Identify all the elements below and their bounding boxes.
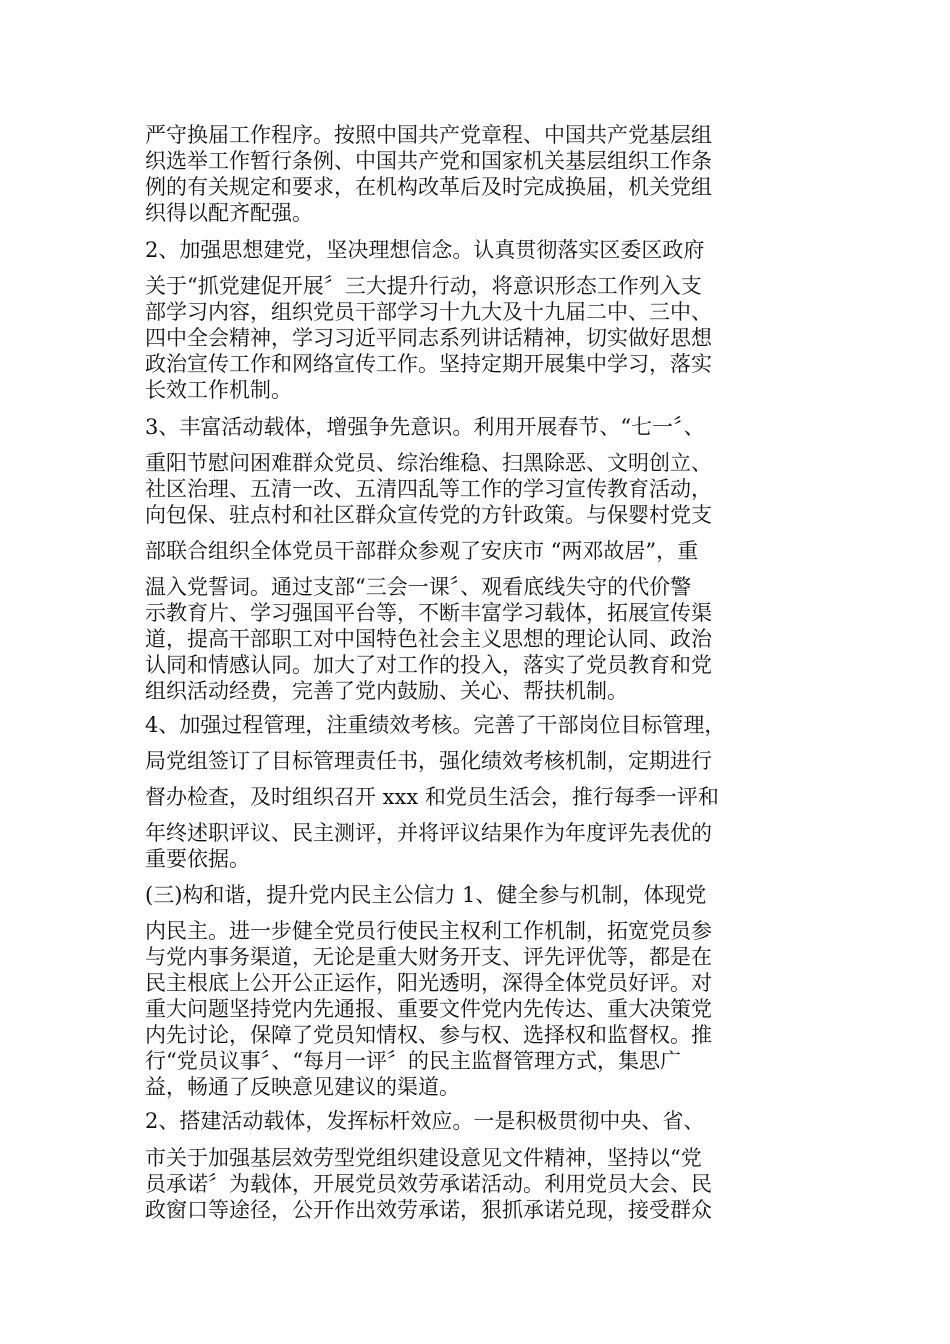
text-line: 益，畅通了反映意见建议的渠道。 xyxy=(145,1075,460,1099)
text-line: 部学习内容，组织党员干部学习十九大及十九届二中、三中、 xyxy=(145,300,712,324)
text-line: 年终述职评议、民主测评，并将评议结果作为年度评先表优的 xyxy=(145,821,712,845)
text-line: 部联合组织全体党员干部群众参观了安庆市 “两邓故居”，重 xyxy=(145,539,699,563)
text-line: 重大问题坚持党内先通报、重要文件党内先传达、重大决策党 xyxy=(145,997,712,1021)
text-line: 督办检查，及时组织召开 xxx 和党员生活会，推行每季一评和 xyxy=(145,785,719,809)
text-line: 社区治理、五清一改、五清四乱等工作的学习宣传教育活动， xyxy=(145,477,712,501)
text-line: 向包保、驻点村和社区群众宣传党的方针政策。与保婴村党支 xyxy=(145,503,712,527)
text-line: 温入党誓词。通过支部“三会一课〞、观看底线失守的代价警 xyxy=(145,575,692,599)
text-line: 组织活动经费，完善了党内鼓励、关心、帮扶机制。 xyxy=(145,679,628,703)
text-line: 市关于加强基层效劳型党组织建设意见文件精神，坚持以“党 xyxy=(145,1146,702,1170)
text-line: 重阳节慰问困难群众党员、综治维稳、扫黑除恶、文明创立、 xyxy=(145,451,712,475)
text-line: 4、加强过程管理，注重绩效考核。完善了干部岗位目标管理， xyxy=(145,713,726,737)
text-line: 织选举工作暂行条例、中国共产党和国家机关基层组织工作条 xyxy=(145,149,712,173)
text-line: 员承诺〞为载体，开展党员效劳承诺活动。利用党员大会、民 xyxy=(145,1172,712,1196)
text-line: 例的有关规定和要求，在机构改革后及时完成换届，机关党组 xyxy=(145,175,712,199)
text-line: 3、丰富活动载体，增强争先意识。利用开展春节、“七一〞、 xyxy=(145,415,705,439)
text-line: 政窗口等途径，公开作出效劳承诺，狠抓承诺兑现，接受群众 xyxy=(145,1198,712,1222)
text-line: 2、加强思想建党，坚决理想信念。认真贯彻落实区委区政府 xyxy=(145,238,705,262)
text-line: 行“党员议事〞、“每月一评〞的民主监督管理方式，集思广 xyxy=(145,1049,681,1073)
text-line: 认同和情感认同。加大了对工作的投入，落实了党员教育和党 xyxy=(145,653,712,677)
text-line: 严守换届工作程序。按照中国共产党章程、中国共产党基层组 xyxy=(145,123,712,147)
text-line: 织得以配齐配强。 xyxy=(145,201,313,225)
text-line: 政治宣传工作和网络宣传工作。坚持定期开展集中学习，落实 xyxy=(145,352,712,376)
text-line: 民主根底上公开公正运作，阳光透明，深得全体党员好评。对 xyxy=(145,971,712,995)
text-line: 四中全会精神，学习习近平同志系列讲话精神，切实做好思想 xyxy=(145,326,712,350)
text-line: 内先讨论，保障了党员知情权、参与权、选择权和监督权。推 xyxy=(145,1023,712,1047)
text-line: 内民主。进一步健全党员行使民主权利工作机制，拓宽党员参 xyxy=(145,919,712,943)
text-line: 重要依据。 xyxy=(145,847,250,871)
text-line: 2、搭建活动载体，发挥标杆效应。一是积极贯彻中央、省、 xyxy=(145,1109,705,1133)
text-line: 示教育片、学习强国平台等，不断丰富学习载体，拓展宣传渠 xyxy=(145,601,712,625)
text-line: 与党内事务渠道，无论是重大财务开支、评先评优等，都是在 xyxy=(145,945,712,969)
text-line: 局党组签订了目标管理责任书，强化绩效考核机制，定期进行 xyxy=(145,749,712,773)
text-line: 关于“抓党建促开展〞三大提升行动，将意识形态工作列入支 xyxy=(145,274,702,298)
text-line: 道，提高干部职工对中国特色社会主义思想的理论认同、政治 xyxy=(145,627,712,651)
text-line: (三)构和谐，提升党内民主公信力 1、健全参与机制，体现党 xyxy=(145,883,707,907)
text-line: 长效工作机制。 xyxy=(145,378,292,402)
